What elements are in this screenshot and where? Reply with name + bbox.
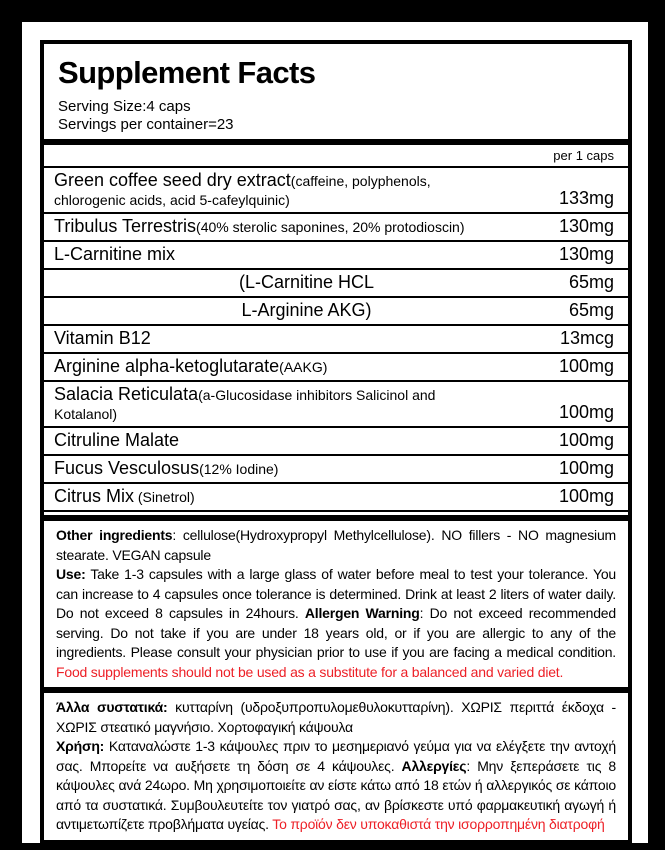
ingredient-name: (L-Carnitine HCL — [238, 272, 374, 292]
serving-size: Serving Size:4 caps — [58, 98, 191, 115]
ingredient-subtext: (a-Glucosidase inhibitors Salicinol and — [198, 387, 436, 403]
greek-info-section — [44, 693, 628, 840]
greek-other-ingredients-paragraph: Άλλα συστατικά: κυτταρίνη (υδροξυπροπυλομεθυλοκυτταρίνη). ΧΩΡΙΣ περιττά έκδοχα - ΧΩΡΙΣ στεατικό μαγνήσιο. Χορτοφαγική κάψουλα — [56, 699, 616, 735]
ingredient-name-block — [54, 170, 549, 209]
table-row — [44, 214, 628, 242]
ingredient-amount: 65mg — [568, 300, 614, 320]
ingredient-name: Salacia Reticulata — [54, 384, 199, 404]
ingredient-name: Vitamin B12 — [54, 328, 151, 348]
use-allergen-paragraph: Use: Take 1-3 capsules with a large glass of water before meal to test your tolerance. You can increase to 4 capsules once tolerance is determined. Drink at least 2 liters of water daily. Do not exceed 8 capsules in 24hours. Allergen Warning: Do not exceed recommended serving. Do not take if you are under 18 years old, or if you are allergic to any of the ingredients. Please consult your physician prior to use if you are facing a medical condition. Food supplements should not be used as a substitute for a balanced and varied diet. — [56, 566, 616, 680]
ingredient-amount: 100mg — [558, 430, 614, 450]
other-ingredients-paragraph: Other ingredients: cellulose(Hydroxypropyl Methylcellulose). NO fillers - NO magnesium stearate. VEGAN capsule — [56, 527, 616, 563]
label-panel — [22, 22, 648, 843]
ingredient-amount: 65mg — [568, 272, 614, 292]
ingredient-subtext: Kotalanol) — [54, 406, 118, 422]
ingredient-amount: 133mg — [558, 188, 614, 208]
ingredient-amount: 130mg — [558, 244, 614, 264]
ingredient-amount: 100mg — [558, 486, 614, 506]
ingredient-amount: 100mg — [558, 402, 614, 422]
ingredient-subtext: (12% Iodine) — [199, 461, 279, 477]
label-box — [40, 40, 632, 843]
ingredient-subtext: (Sinetrol) — [134, 489, 195, 505]
ingredient-subtext: (AAKG) — [279, 359, 328, 375]
table-row — [44, 354, 628, 382]
ingredient-name: Arginine alpha-ketoglutarate — [54, 356, 280, 376]
ingredient-subtext: (40% sterolic saponines, 20% protodioscin) — [196, 219, 465, 235]
label-header — [44, 44, 628, 139]
table-row — [44, 242, 628, 270]
table-row — [44, 456, 628, 484]
supplement-facts-title: Supplement Facts — [58, 55, 316, 90]
table-row — [44, 382, 628, 428]
ingredient-subtext: (caffeine, polyphenols, — [290, 173, 431, 189]
ingredient-amount: 13mcg — [559, 328, 614, 348]
ingredient-name: Citruline Malate — [54, 430, 180, 450]
english-info-section — [44, 521, 628, 687]
table-row — [44, 298, 628, 326]
per-caps-column-header: per 1 caps — [44, 145, 628, 168]
table-row — [44, 168, 628, 214]
ingredient-name: Tribulus Terrestris — [54, 216, 197, 236]
table-row — [44, 484, 628, 512]
ingredient-name: Green coffee seed dry extract — [54, 170, 291, 190]
table-row — [44, 428, 628, 456]
ingredient-name-block — [54, 384, 549, 423]
ingredient-amount: 130mg — [558, 216, 614, 236]
servings-per-container: Servings per container=23 — [58, 116, 234, 133]
table-row — [44, 326, 628, 354]
ingredient-name: L-Arginine AKG) — [241, 300, 372, 320]
ingredient-name: Fucus Vesculosus — [54, 458, 200, 478]
table-row — [44, 270, 628, 298]
ingredient-name: Citrus Mix — [54, 486, 134, 506]
ingredient-name: L-Carnitine mix — [54, 244, 176, 264]
ingredient-amount: 100mg — [558, 356, 614, 376]
ingredient-subtext: chlorogenic acids, acid 5-cafeylquinic) — [54, 192, 290, 208]
greek-use-allergen-paragraph: Χρήση: Καταναλώστε 1-3 κάψουλες πριν το μεσημεριανό γεύμα για να ελέγξετε την αντοχή σας. Μπορείτε να αυξήσετε τη δόση σε 4 κάψουλες. Αλλεργίες: Μην ξεπεράσετε τις 8 κάψουλες ανά 24ωρο. Μη χρησιμοποιείτε αν είστε κάτω από 18 ετών ή αλλεργικός σε κάποιο από τα συστατικά. Συμβουλευτείτε τον γιατρό σας, αν βρίσκεστε υπό φαρμακευτική αγωγή ή αντιμετωπίζετε προβλήματα υγείας. Το προϊόν δεν υποκαθιστά την ισορροπημένη διατροφή — [56, 738, 617, 832]
ingredient-amount: 100mg — [558, 458, 614, 478]
